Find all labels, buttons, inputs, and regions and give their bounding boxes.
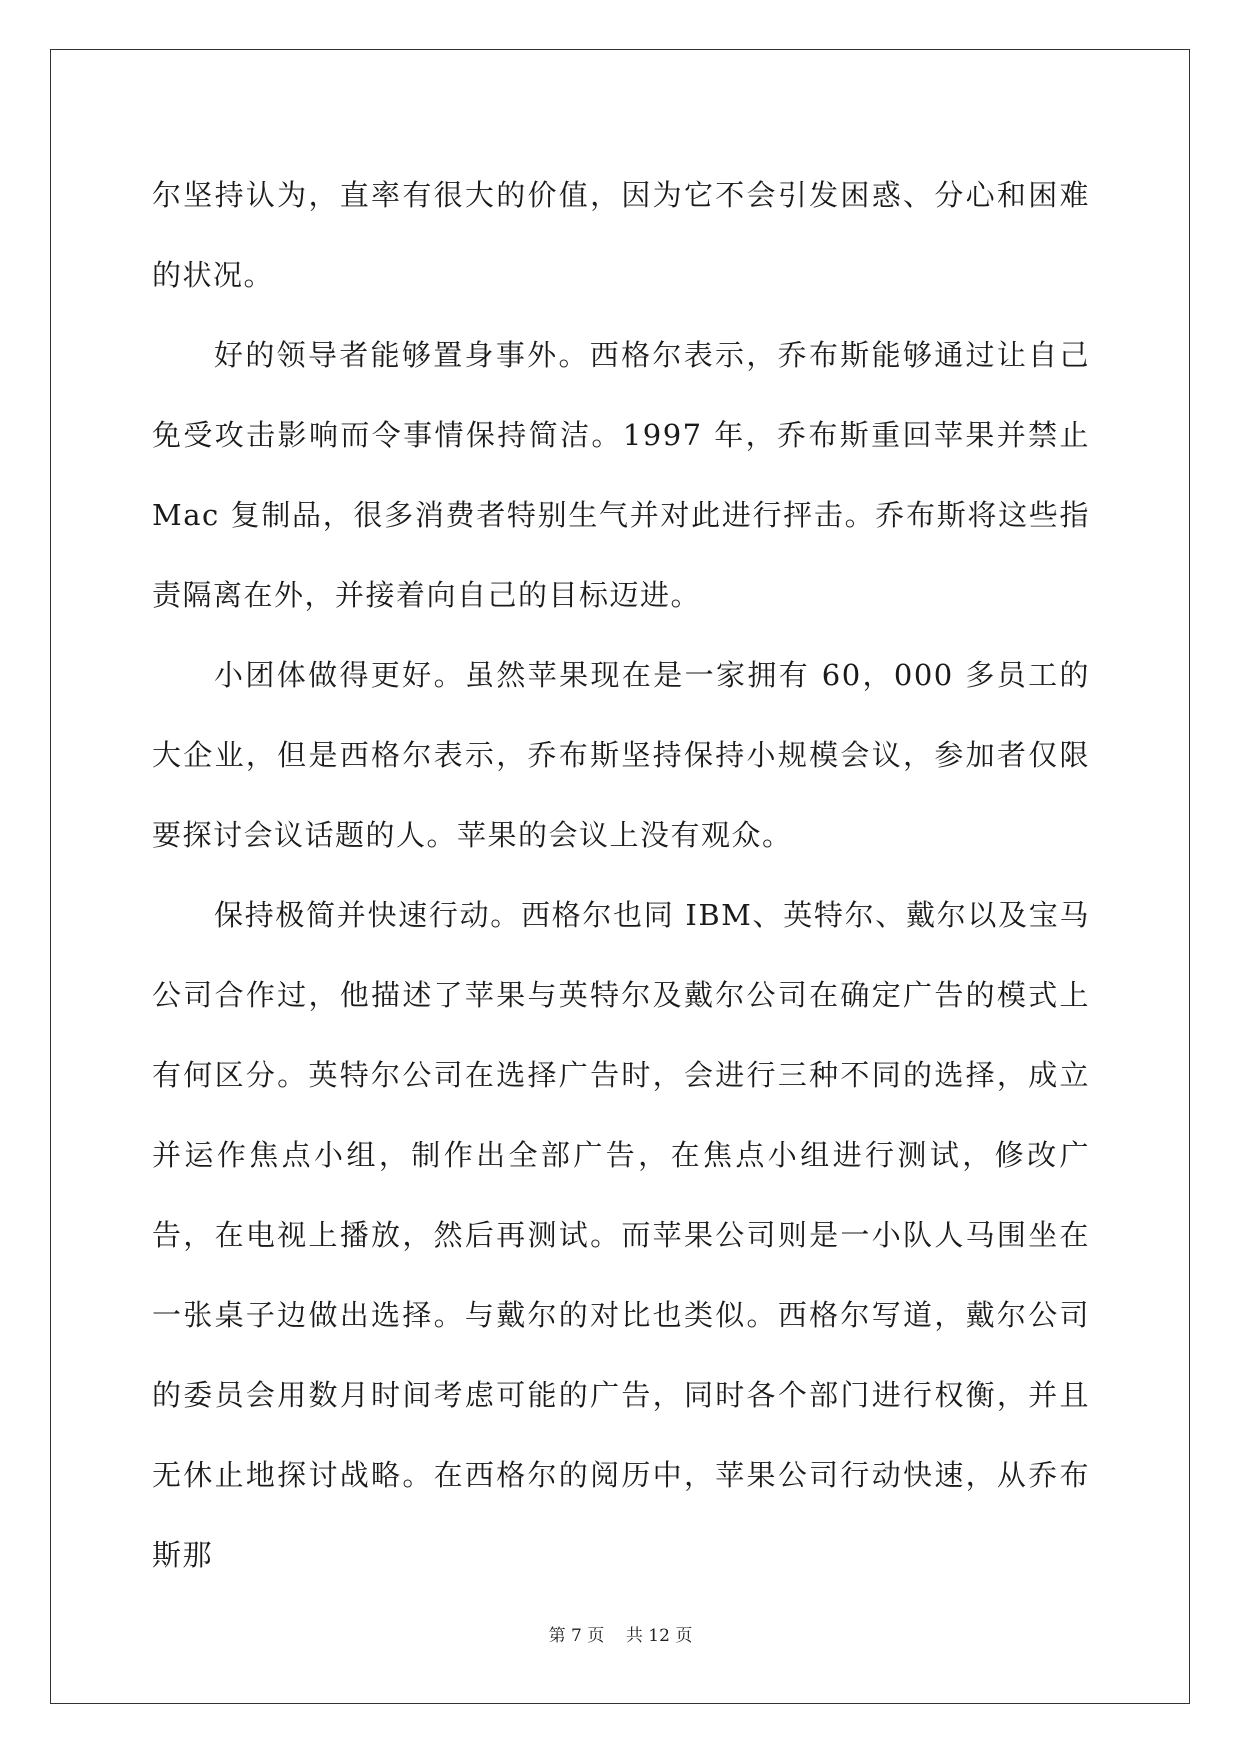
paragraph-1: 尔坚持认为，直率有很大的价值，因为它不会引发困惑、分心和困难的状况。 [152,178,1090,292]
document-body [152,155,1090,1595]
paragraph-3: 小团体做得更好。虽然苹果现在是一家拥有 60，000 多员工的大企业，但是西格尔表示，乔布斯坚持保持小规模会议，参加者仅限要探讨会议话题的人。苹果的会议上没有观众。 [152,658,1090,852]
paragraph-2: 好的领导者能够置身事外。西格尔表示，乔布斯能够通过让自己免受攻击影响而令事情保持简洁。1997 年，乔布斯重回苹果并禁止 Mac 复制品，很多消费者特别生气并对此进行抨击。乔布斯将这些指责隔离在外，并接着向自己的目标迈进。 [152,338,1090,612]
page-number-label: 第 7 页 共 12 页 [548,1626,693,1646]
page-footer [0,1621,1241,1646]
paragraph-4: 保持极简并快速行动。西格尔也同 IBM、英特尔、戴尔以及宝马公司合作过，他描述了苹果与英特尔及戴尔公司在确定广告的模式上有何区分。英特尔公司在选择广告时，会进行三种不同的选择，成立并运作焦点小组，制作出全部广告，在焦点小组进行测试，修改广告，在电视上播放，然后再测试。而苹果公司则是一小队人马围坐在一张桌子边做出选择。与戴尔的对比也类似。西格尔写道，戴尔公司的委员会用数月时间考虑可能的广告，同时各个部门进行权衡，并且无休止地探讨战略。在西格尔的阅历中，苹果公司行动快速，从乔布斯那 [152,898,1090,1572]
